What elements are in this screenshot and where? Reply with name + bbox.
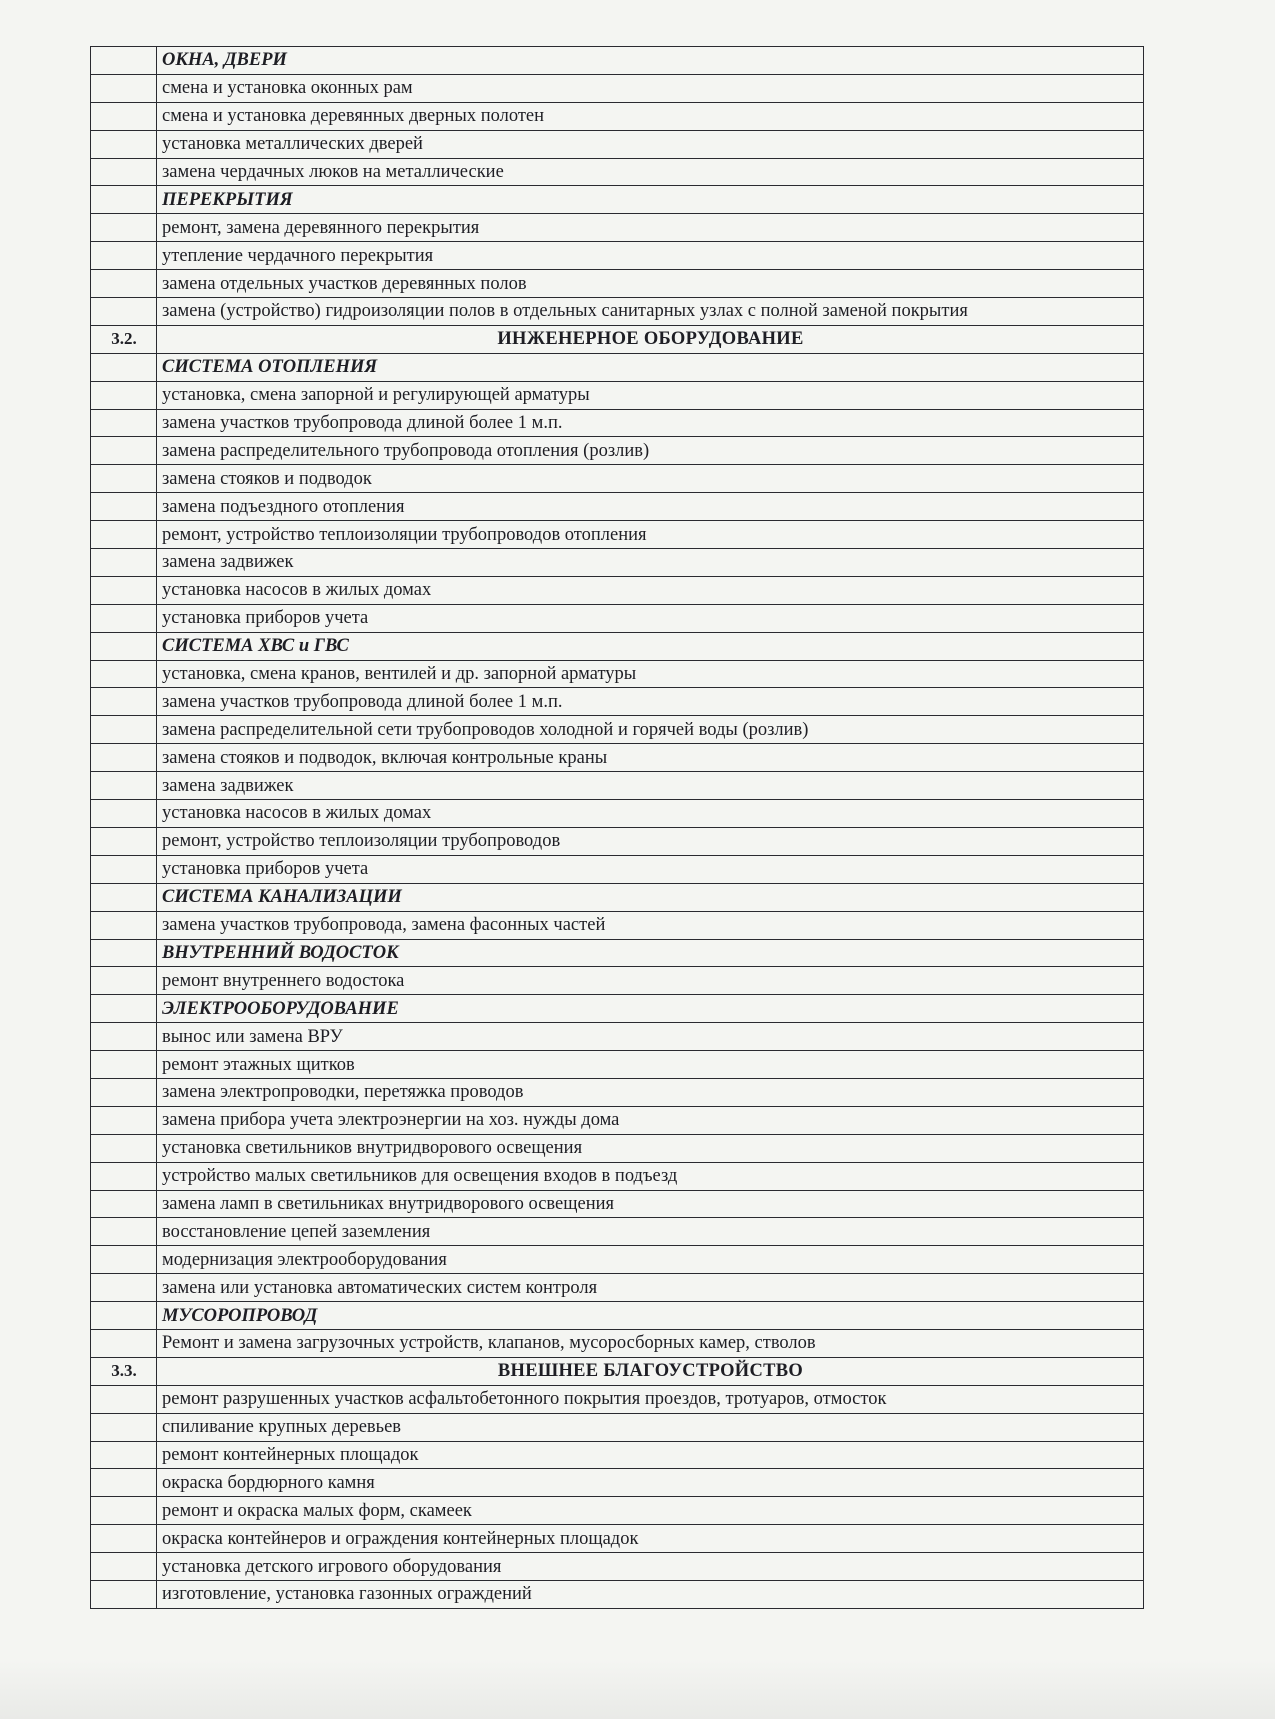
work-item: установка светильников внутридворового освещения bbox=[157, 1134, 1144, 1162]
table-row bbox=[91, 1134, 1144, 1162]
row-number bbox=[91, 1302, 157, 1330]
work-item: замена стояков и подводок bbox=[157, 465, 1144, 493]
row-number bbox=[91, 1469, 157, 1497]
table-row bbox=[91, 744, 1144, 772]
table-row bbox=[91, 716, 1144, 744]
table-row bbox=[91, 1469, 1144, 1497]
table-row bbox=[91, 911, 1144, 939]
work-item: установка насосов в жилых домах bbox=[157, 576, 1144, 604]
work-item: изготовление, установка газонных ограждений bbox=[157, 1580, 1144, 1608]
work-item: ремонт разрушенных участков асфальтобетонного покрытия проездов, тротуаров, отмосток bbox=[157, 1385, 1144, 1413]
table-row bbox=[91, 827, 1144, 855]
row-number bbox=[91, 1246, 157, 1274]
row-number bbox=[91, 1413, 157, 1441]
table-row bbox=[91, 1580, 1144, 1608]
row-number bbox=[91, 74, 157, 102]
row-number bbox=[91, 1134, 157, 1162]
row-number bbox=[91, 744, 157, 772]
row-number bbox=[91, 1385, 157, 1413]
row-number bbox=[91, 1218, 157, 1246]
row-number bbox=[91, 1162, 157, 1190]
row-number bbox=[91, 1078, 157, 1106]
category-row bbox=[91, 47, 1144, 75]
work-item: ремонт, устройство теплоизоляции трубопроводов отопления bbox=[157, 521, 1144, 549]
row-number bbox=[91, 911, 157, 939]
table-row bbox=[91, 1218, 1144, 1246]
work-item: утепление чердачного перекрытия bbox=[157, 242, 1144, 270]
table-row bbox=[91, 1385, 1144, 1413]
row-number bbox=[91, 270, 157, 298]
row-number bbox=[91, 967, 157, 995]
row-number bbox=[91, 1190, 157, 1218]
table-row bbox=[91, 1525, 1144, 1553]
section-row bbox=[91, 1357, 1144, 1385]
row-number bbox=[91, 1274, 157, 1302]
work-item: ремонт и окраска малых форм, скамеек bbox=[157, 1497, 1144, 1525]
category-row bbox=[91, 632, 1144, 660]
row-number bbox=[91, 549, 157, 577]
works-table-body bbox=[91, 47, 1144, 1609]
row-number bbox=[91, 242, 157, 270]
row-number bbox=[91, 632, 157, 660]
table-row bbox=[91, 604, 1144, 632]
table-row bbox=[91, 1553, 1144, 1581]
row-number bbox=[91, 1580, 157, 1608]
section-title: ИНЖЕНЕРНОЕ ОБОРУДОВАНИЕ bbox=[157, 325, 1144, 353]
category-row bbox=[91, 995, 1144, 1023]
row-number bbox=[91, 409, 157, 437]
row-number bbox=[91, 855, 157, 883]
work-item: замена (устройство) гидроизоляции полов в отдельных санитарных узлах с полной заменой покрытия bbox=[157, 298, 1144, 326]
row-number bbox=[91, 437, 157, 465]
category-title: СИСТЕМА ОТОПЛЕНИЯ bbox=[157, 353, 1144, 381]
work-item: замена прибора учета электроэнергии на хоз. нужды дома bbox=[157, 1106, 1144, 1134]
work-item: восстановление цепей заземления bbox=[157, 1218, 1144, 1246]
work-item: установка приборов учета bbox=[157, 604, 1144, 632]
table-row bbox=[91, 1274, 1144, 1302]
section-title: ВНЕШНЕЕ БЛАГОУСТРОЙСТВО bbox=[157, 1357, 1144, 1385]
table-row bbox=[91, 688, 1144, 716]
work-item: установка металлических дверей bbox=[157, 130, 1144, 158]
work-item: замена задвижек bbox=[157, 772, 1144, 800]
work-item: окраска бордюрного камня bbox=[157, 1469, 1144, 1497]
row-number bbox=[91, 716, 157, 744]
table-row bbox=[91, 270, 1144, 298]
work-item: замена отдельных участков деревянных полов bbox=[157, 270, 1144, 298]
row-number bbox=[91, 1023, 157, 1051]
work-item: ремонт контейнерных площадок bbox=[157, 1441, 1144, 1469]
work-item: замена чердачных люков на металлические bbox=[157, 158, 1144, 186]
category-title: МУСОРОПРОВОД bbox=[157, 1302, 1144, 1330]
table-row bbox=[91, 521, 1144, 549]
work-item: установка, смена запорной и регулирующей арматуры bbox=[157, 381, 1144, 409]
work-item: установка, смена кранов, вентилей и др. запорной арматуры bbox=[157, 660, 1144, 688]
category-title: ПЕРЕКРЫТИЯ bbox=[157, 186, 1144, 214]
table-row bbox=[91, 130, 1144, 158]
row-number bbox=[91, 660, 157, 688]
row-number bbox=[91, 47, 157, 75]
work-item: замена задвижек bbox=[157, 549, 1144, 577]
table-row bbox=[91, 772, 1144, 800]
row-number bbox=[91, 772, 157, 800]
table-row bbox=[91, 158, 1144, 186]
table-row bbox=[91, 1162, 1144, 1190]
table-row bbox=[91, 1023, 1144, 1051]
work-item: установка насосов в жилых домах bbox=[157, 800, 1144, 828]
category-title: СИСТЕМА ХВС и ГВС bbox=[157, 632, 1144, 660]
work-item: замена участков трубопровода длиной более 1 м.п. bbox=[157, 688, 1144, 716]
table-row bbox=[91, 493, 1144, 521]
table-row bbox=[91, 381, 1144, 409]
table-row bbox=[91, 465, 1144, 493]
category-row bbox=[91, 883, 1144, 911]
table-row bbox=[91, 1413, 1144, 1441]
row-number bbox=[91, 688, 157, 716]
work-item: замена подъездного отопления bbox=[157, 493, 1144, 521]
row-number bbox=[91, 576, 157, 604]
category-title: ВНУТРЕННИЙ ВОДОСТОК bbox=[157, 939, 1144, 967]
work-item: устройство малых светильников для освещения входов в подъезд bbox=[157, 1162, 1144, 1190]
row-number bbox=[91, 186, 157, 214]
table-row bbox=[91, 102, 1144, 130]
row-number bbox=[91, 1553, 157, 1581]
row-number bbox=[91, 1051, 157, 1079]
category-title: ОКНА, ДВЕРИ bbox=[157, 47, 1144, 75]
work-item: вынос или замена ВРУ bbox=[157, 1023, 1144, 1051]
category-row bbox=[91, 186, 1144, 214]
row-number bbox=[91, 1497, 157, 1525]
row-number bbox=[91, 493, 157, 521]
table-row bbox=[91, 660, 1144, 688]
row-number bbox=[91, 521, 157, 549]
row-number bbox=[91, 939, 157, 967]
category-row bbox=[91, 939, 1144, 967]
table-row bbox=[91, 1497, 1144, 1525]
table-row bbox=[91, 242, 1144, 270]
work-item: смена и установка оконных рам bbox=[157, 74, 1144, 102]
work-item: ремонт этажных щитков bbox=[157, 1051, 1144, 1079]
work-item: замена участков трубопровода длиной более 1 м.п. bbox=[157, 409, 1144, 437]
row-number bbox=[91, 465, 157, 493]
category-row bbox=[91, 353, 1144, 381]
row-number: 3.2. bbox=[91, 325, 157, 353]
table-row bbox=[91, 214, 1144, 242]
table-row bbox=[91, 1190, 1144, 1218]
row-number bbox=[91, 353, 157, 381]
work-item: установка детского игрового оборудования bbox=[157, 1553, 1144, 1581]
work-item: замена участков трубопровода, замена фасонных частей bbox=[157, 911, 1144, 939]
table-row bbox=[91, 1441, 1144, 1469]
work-item: установка приборов учета bbox=[157, 855, 1144, 883]
row-number: 3.3. bbox=[91, 1357, 157, 1385]
row-number bbox=[91, 1441, 157, 1469]
row-number bbox=[91, 1329, 157, 1357]
table-row bbox=[91, 1078, 1144, 1106]
work-item: ремонт внутреннего водостока bbox=[157, 967, 1144, 995]
work-item: замена электропроводки, перетяжка проводов bbox=[157, 1078, 1144, 1106]
row-number bbox=[91, 1525, 157, 1553]
table-row bbox=[91, 855, 1144, 883]
work-item: Ремонт и замена загрузочных устройств, клапанов, мусоросборных камер, стволов bbox=[157, 1329, 1144, 1357]
table-row bbox=[91, 298, 1144, 326]
category-row bbox=[91, 1302, 1144, 1330]
row-number bbox=[91, 102, 157, 130]
table-row bbox=[91, 800, 1144, 828]
work-item: окраска контейнеров и ограждения контейнерных площадок bbox=[157, 1525, 1144, 1553]
work-item: замена или установка автоматических систем контроля bbox=[157, 1274, 1144, 1302]
table-row bbox=[91, 576, 1144, 604]
table-row bbox=[91, 409, 1144, 437]
work-item: модернизация электрооборудования bbox=[157, 1246, 1144, 1274]
table-row bbox=[91, 1051, 1144, 1079]
category-title: ЭЛЕКТРООБОРУДОВАНИЕ bbox=[157, 995, 1144, 1023]
row-number bbox=[91, 381, 157, 409]
row-number bbox=[91, 214, 157, 242]
table-row bbox=[91, 549, 1144, 577]
table-row bbox=[91, 1106, 1144, 1134]
work-item: замена распределительной сети трубопроводов холодной и горячей воды (розлив) bbox=[157, 716, 1144, 744]
row-number bbox=[91, 158, 157, 186]
work-item: ремонт, устройство теплоизоляции трубопроводов bbox=[157, 827, 1144, 855]
section-row bbox=[91, 325, 1144, 353]
table-row bbox=[91, 967, 1144, 995]
table-row bbox=[91, 74, 1144, 102]
row-number bbox=[91, 604, 157, 632]
row-number bbox=[91, 800, 157, 828]
row-number bbox=[91, 298, 157, 326]
table-row bbox=[91, 437, 1144, 465]
row-number bbox=[91, 995, 157, 1023]
scan-edge bbox=[0, 1660, 1275, 1719]
work-item: смена и установка деревянных дверных полотен bbox=[157, 102, 1144, 130]
work-item: замена ламп в светильниках внутридворового освещения bbox=[157, 1190, 1144, 1218]
row-number bbox=[91, 883, 157, 911]
work-item: замена стояков и подводок, включая контрольные краны bbox=[157, 744, 1144, 772]
category-title: СИСТЕМА КАНАЛИЗАЦИИ bbox=[157, 883, 1144, 911]
work-item: спиливание крупных деревьев bbox=[157, 1413, 1144, 1441]
work-item: ремонт, замена деревянного перекрытия bbox=[157, 214, 1144, 242]
row-number bbox=[91, 1106, 157, 1134]
table-row bbox=[91, 1246, 1144, 1274]
row-number bbox=[91, 827, 157, 855]
table-row bbox=[91, 1329, 1144, 1357]
work-item: замена распределительного трубопровода отопления (розлив) bbox=[157, 437, 1144, 465]
row-number bbox=[91, 130, 157, 158]
works-table bbox=[90, 46, 1144, 1609]
